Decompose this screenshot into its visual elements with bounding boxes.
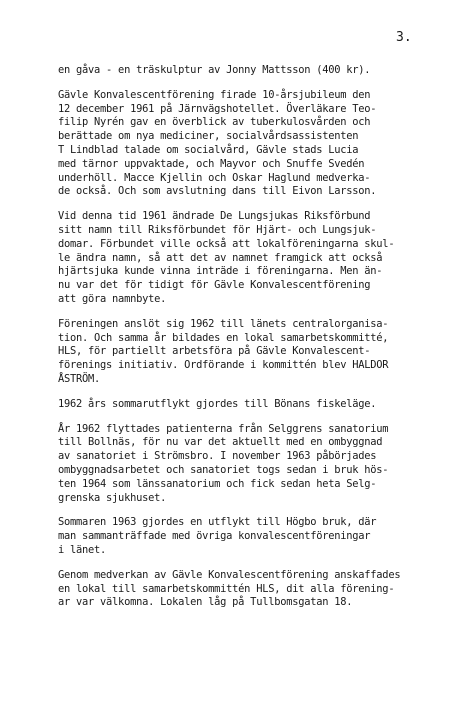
paragraph [58, 318, 462, 387]
text-line: en gåva - en träskulptur av Jonny Mattsson (400 kr). [58, 64, 371, 76]
text-line: av sanatoriet i Strömsbro. I november 1963 påbörjades [58, 450, 377, 463]
text-line: berättade om nya mediciner, socialvårdsassistenten [58, 130, 359, 143]
body-text [58, 64, 462, 621]
text-line: Föreningen anslöt sig 1962 till länets centralorganisa- [58, 317, 389, 330]
text-line: Vid denna tid 1961 ändrade De Lungsjukas Riksförbund [58, 210, 371, 223]
text-line: HLS, för partiellt arbetsföra på Gävle Konvalescent- [58, 345, 371, 358]
text-line: T Lindblad talade om socialvård, Gävle stads Lucia [58, 143, 359, 156]
text-line: ÅSTRÖM. [58, 372, 101, 385]
text-line: 12 december 1961 på Järnvägshotellet. Överläkare Teo- [58, 102, 377, 115]
text-line: hjärtsjuka kunde vinna inträde i föreningarna. Men än- [58, 265, 383, 278]
text-line: nu var det för tidigt för Gävle Konvalescentförening [58, 279, 371, 292]
text-line: 1962 års sommarutflykt gjordes till Bönans fiskeläge. [58, 397, 377, 410]
paragraph [58, 516, 462, 557]
text-line: de också. Och som avslutning dans till Eivon Larsson. [58, 185, 377, 198]
paragraph [58, 423, 462, 506]
text-line: filip Nyrén gav en överblick av tuberkulosvården och [58, 116, 371, 129]
text-line: till Bollnäs, för nu var det aktuellt med en ombyggnad [58, 436, 383, 449]
paragraph [58, 89, 462, 199]
text-line: underhöll. Macce Kjellin och Oskar Haglund medverka- [58, 171, 371, 184]
text-line: förenings initiativ. Ordförande i kommittén blev HALDOR [58, 359, 389, 372]
text-line: ten 1964 som länssanatorium och fick sedan heta Selg- [58, 477, 377, 490]
text-line: Sommaren 1963 gjordes en utflykt till Högbo bruk, där [58, 516, 377, 529]
text-line: man sammanträffade med övriga konvalescentföreningar [58, 530, 371, 543]
paragraph [58, 64, 462, 78]
text-line: År 1962 flyttades patienterna från Selggrens sanatorium [58, 422, 389, 435]
paragraph [58, 569, 462, 610]
text-line: i länet. [58, 543, 107, 556]
paragraph [58, 210, 462, 307]
text-line: ombyggnadsarbetet och sanatoriet togs sedan i bruk hös- [58, 463, 389, 476]
text-line: med tärnor uppvaktade, och Mayvor och Snuffe Svedén [58, 157, 365, 170]
text-line: ar var välkomna. Lokalen låg på Tullbomsgatan 18. [58, 596, 353, 609]
text-line: domar. Förbundet ville också att lokalföreningarna skul- [58, 237, 395, 250]
page-number: 3. [396, 30, 412, 45]
text-line: sitt namn till Riksförbundet för Hjärt- och Lungsjuk- [58, 223, 377, 236]
text-line: Genom medverkan av Gävle Konvalescentförening anskaffades [58, 568, 401, 581]
text-line: att göra namnbyte. [58, 292, 167, 305]
text-line: grenska sjukhuset. [58, 491, 167, 504]
paragraph [58, 398, 462, 412]
text-line: Gävle Konvalescentförening firade 10-årsjubileum den [58, 88, 371, 101]
text-line: tion. Och samma år bildades en lokal samarbetskommitté, [58, 331, 389, 344]
text-line: le ändra namn, så att det av namnet framgick att också [58, 251, 383, 264]
text-line: en lokal till samarbetskommittén HLS, dit alla förening- [58, 582, 395, 595]
